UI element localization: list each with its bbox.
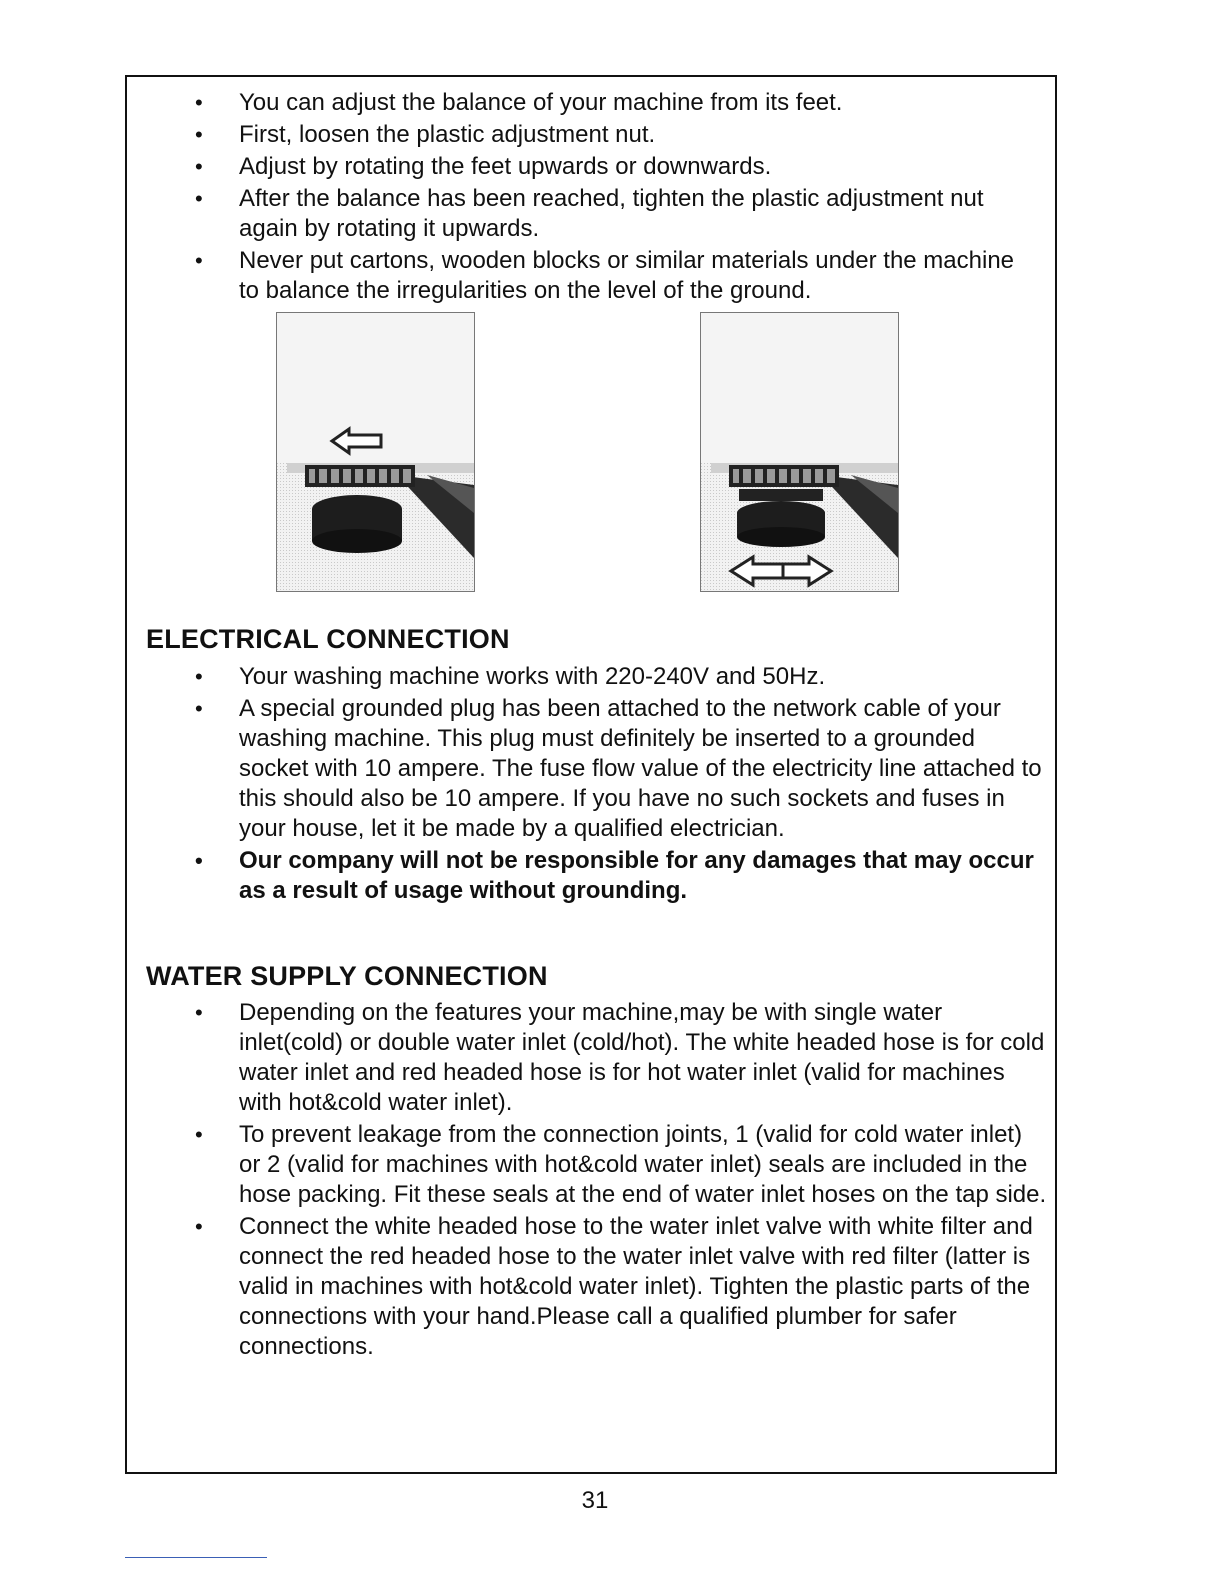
- list-item: • Never put cartons, wooden blocks or similar materials under the machine to balance the irregularities on the level of the ground.: [195, 247, 1015, 304]
- bullet-icon: •: [195, 186, 203, 211]
- water-supply-connection-list: [195, 998, 1049, 1362]
- list-item: • Adjust by rotating the feet upwards or downwards.: [195, 153, 772, 180]
- list-item: • Connect the white headed hose to the water inlet valve with white filter and connect the red headed hose to the water inlet valve with red filter (latter is valid in machines with hot&cold water inlet). Tighten the plastic parts of the connections with your hand.Please call a qualified plumber for safer connections.: [195, 1213, 1033, 1360]
- bullet-icon: •: [195, 1214, 203, 1239]
- bullet-icon: •: [195, 90, 203, 115]
- list-item-warning: • Our company will not be responsible for any damages that may occur as a result of usage without grounding.: [195, 847, 1034, 904]
- bullet-icon: •: [195, 154, 203, 179]
- list-item: • A special grounded plug has been attached to the network cable of your washing machine. This plug must definitely be inserted to a grounded socket with 10 ampere. The fuse flow value of the electricity line attached to this should also be 10 ampere. If you have no such sockets and fuses in your house, let it be made by a qualified electrician.: [195, 695, 1042, 842]
- electrical-connection-heading: ELECTRICAL CONNECTION: [146, 624, 510, 654]
- foot-rotate-illustration: [700, 312, 899, 592]
- list-item: • Your washing machine works with 220-240V and 50Hz.: [195, 663, 826, 690]
- foot-loosen-nut-illustration: [276, 312, 475, 592]
- electrical-connection-list: [195, 662, 1049, 906]
- bullet-icon: •: [195, 848, 203, 873]
- page-number: 31: [581, 1487, 609, 1514]
- list-item: • First, loosen the plastic adjustment nut.: [195, 121, 656, 148]
- list-item: • To prevent leakage from the connection joints, 1 (valid for cold water inlet) or 2 (valid for machines with hot&cold water inlet) seals are included in the hose packing. Fit these seals at the end of water inlet hoses on the tap side.: [195, 1121, 1047, 1208]
- bullet-icon: •: [195, 696, 203, 721]
- list-item: • You can adjust the balance of your machine from its feet.: [195, 89, 843, 116]
- bullet-icon: •: [195, 664, 203, 689]
- list-item: • After the balance has been reached, tighten the plastic adjustment nut again by rotating it upwards.: [195, 185, 984, 242]
- footer-rule: [125, 1557, 267, 1558]
- bullet-icon: •: [195, 122, 203, 147]
- bullet-icon: •: [195, 248, 203, 273]
- water-supply-connection-heading: WATER SUPPLY CONNECTION: [146, 961, 548, 991]
- list-item: • Depending on the features your machine,may be with single water inlet(cold) or double water inlet (cold/hot). The white headed hose is for cold water inlet and red headed hose is for hot water inlet (valid for machines with hot&cold water inlet).: [195, 999, 1045, 1116]
- leveling-instructions-list: [195, 88, 1029, 306]
- bullet-icon: •: [195, 1000, 203, 1025]
- bullet-icon: •: [195, 1122, 203, 1147]
